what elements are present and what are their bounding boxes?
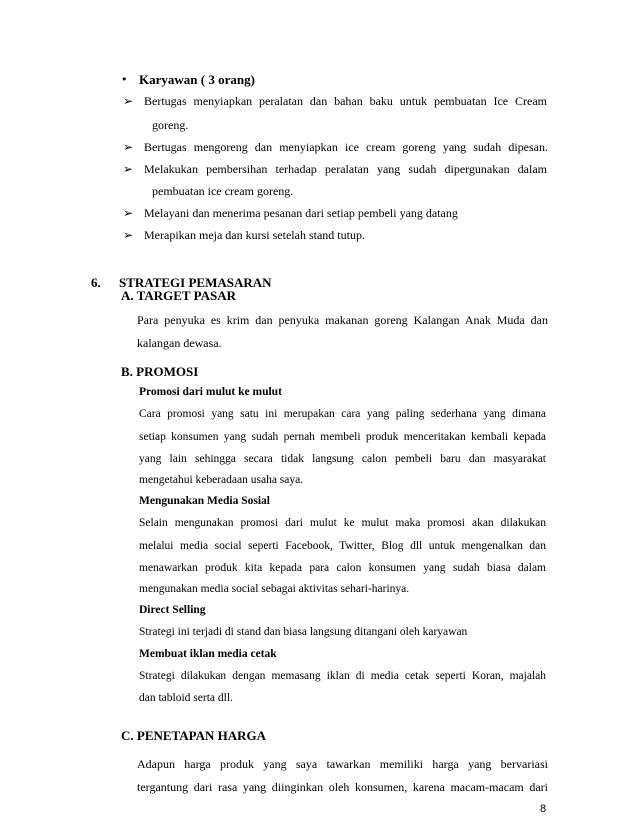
karyawan-item-line: Melayani dan menerima pesanan dari setiap pembeli yang datang xyxy=(144,206,458,220)
promosi-line: Selain mengunakan promosi dari mulut ke mulut maka promosi akan dilakukan xyxy=(139,517,546,529)
karyawan-item-line: Melakukan pembersihan terhadap peralatan yang sudah dipergunakan dalam xyxy=(144,162,547,176)
arrow-bullet-icon: ➢ xyxy=(123,140,134,154)
karyawan-heading: Karyawan ( 3 orang) xyxy=(139,72,255,87)
promosi-line: yang lain sehingga secara tidak langsung calon pembeli baru dan masyarakat xyxy=(139,453,546,465)
arrow-bullet-icon: ➢ xyxy=(123,228,134,242)
promosi-line: Strategi dilakukan dengan memasang iklan di media cetak seperti Koran, majalah xyxy=(139,670,546,682)
karyawan-item-line: goreng. xyxy=(152,118,189,132)
promosi-line: Cara promosi yang satu ini merupakan cara yang paling sederhana yang dimana xyxy=(139,408,546,420)
promosi-line: menawarkan produk kita kepada para calon konsumen yang sudah biasa dalam xyxy=(139,562,546,574)
promosi-line: dan tabloid serta dll. xyxy=(139,692,233,704)
penetapan-harga-line: tergantung dari rasa yang diinginkan oleh konsumen, karena macam-macam dari xyxy=(137,780,548,794)
target-pasar-line: Para penyuka es krim dan penyuka makanan goreng Kalangan Anak Muda dan xyxy=(137,313,548,327)
karyawan-item-line: pembuatan ice cream goreng. xyxy=(152,184,294,198)
promosi-subheading: Direct Selling xyxy=(139,604,206,616)
promosi-line: melalui media social seperti Facebook, Twitter, Blog dll untuk mengenalkan dan xyxy=(139,540,546,552)
section-title: STRATEGI PEMASARAN xyxy=(119,275,272,290)
target-pasar-line: kalangan dewasa. xyxy=(137,336,222,350)
target-pasar-heading: A. TARGET PASAR xyxy=(121,288,236,303)
promosi-line: Strategi ini terjadi di stand dan biasa langsung ditangani oleh karyawan xyxy=(139,626,468,638)
promosi-line: mengetahui keberadaan usaha saya. xyxy=(139,474,304,486)
promosi-heading: B. PROMOSI xyxy=(121,364,199,379)
promosi-line: mengunakan media social sebagai aktivitas sehari-harinya. xyxy=(139,583,410,595)
promosi-subheading: Promosi dari mulut ke mulut xyxy=(139,386,282,398)
karyawan-item-line: Merapikan meja dan kursi setelah stand tutup. xyxy=(144,228,365,242)
penetapan-harga-heading: C. PENETAPAN HARGA xyxy=(121,728,267,743)
penetapan-harga-line: Adapun harga produk yang saya tawarkan memiliki harga yang bervariasi xyxy=(137,757,548,771)
promosi-subheading: Mengunakan Media Sosial xyxy=(139,495,270,507)
promosi-line: setiap konsumen yang sudah pernah membeli produk menceritakan kembali kepada xyxy=(139,431,546,443)
arrow-bullet-icon: ➢ xyxy=(123,162,134,176)
karyawan-item-line: Bertugas menyiapkan peralatan dan bahan baku untuk pembuatan Ice Cream xyxy=(144,94,547,108)
promosi-subheading: Membuat iklan media cetak xyxy=(139,648,277,660)
arrow-bullet-icon: ➢ xyxy=(123,206,134,220)
page-number: 8 xyxy=(540,803,547,815)
arrow-bullet-icon: ➢ xyxy=(123,94,134,108)
section-number: 6. xyxy=(91,275,101,290)
bullet-icon: • xyxy=(121,73,128,86)
karyawan-item-line: Bertugas mengoreng dan menyiapkan ice cream goreng yang sudah dipesan. xyxy=(144,140,548,154)
